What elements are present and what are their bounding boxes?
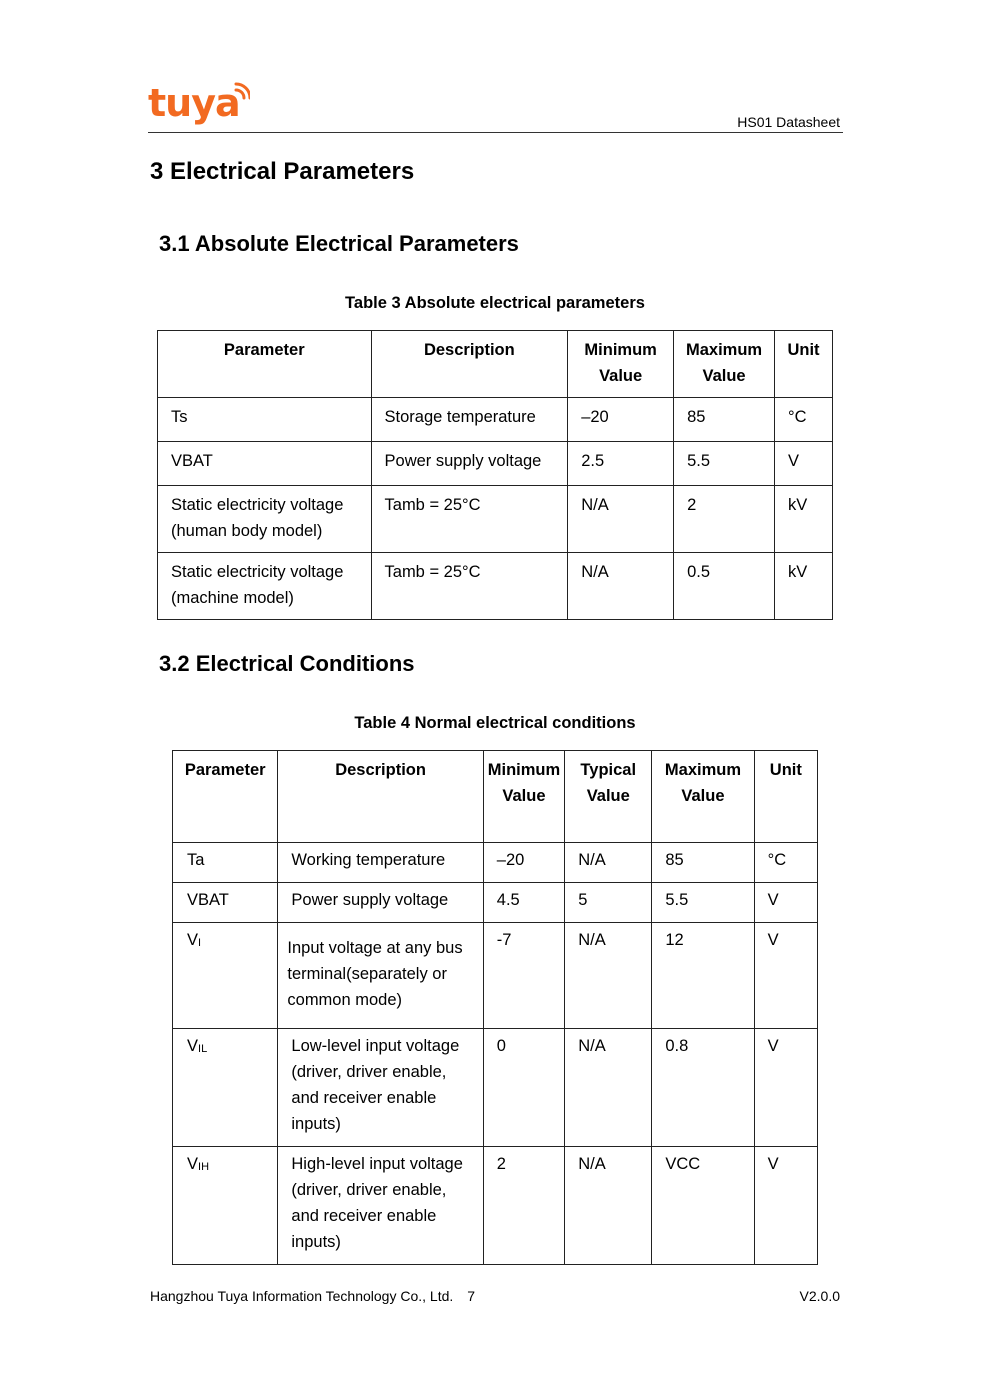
table-cell: 0.5 xyxy=(674,553,775,620)
table-cell: V xyxy=(754,883,817,923)
table-cell-parameter xyxy=(173,1147,278,1265)
parameter-subscript: IL xyxy=(198,1043,208,1055)
table-cell: 5 xyxy=(565,883,652,923)
table-cell-parameter xyxy=(173,923,278,1029)
table-cell: N/A xyxy=(565,1029,652,1147)
table-row xyxy=(173,1029,818,1147)
table-row xyxy=(158,553,833,620)
tuya-logo xyxy=(148,80,250,135)
page-number: 7 xyxy=(467,1288,476,1304)
table-cell: kV xyxy=(775,486,833,553)
table-cell: N/A xyxy=(568,553,674,620)
table-cell: °C xyxy=(754,843,817,883)
table-cell: 85 xyxy=(674,398,775,442)
table-cell: Low-level input voltage (driver, driver enable, and receiver enable inputs) xyxy=(278,1029,483,1147)
column-header: Description xyxy=(278,751,483,843)
table-cell-parameter xyxy=(173,1029,278,1147)
column-header: Parameter xyxy=(173,751,278,843)
table-row xyxy=(158,442,833,486)
table-cell: 2.5 xyxy=(568,442,674,486)
table-cell: V xyxy=(754,923,817,1029)
table-row xyxy=(158,486,833,553)
table-cell: V xyxy=(754,1147,817,1265)
column-header: Unit xyxy=(775,331,833,398)
table-header-row xyxy=(173,751,818,843)
table-cell: Working temperature xyxy=(278,843,483,883)
table-cell: 5.5 xyxy=(652,883,754,923)
electrical-conditions-table xyxy=(172,750,818,1265)
parameter-subscript: IH xyxy=(198,1161,210,1173)
table4-caption: Table 4 Normal electrical conditions xyxy=(354,714,636,732)
table-row xyxy=(173,1147,818,1265)
table-row xyxy=(173,923,818,1029)
column-header: Minimum Value xyxy=(483,751,564,843)
table-cell: VBAT xyxy=(158,442,372,486)
subsection-title-conditions: 3.2 Electrical Conditions xyxy=(159,651,415,676)
table-cell: Input voltage at any bus terminal(separately or common mode) xyxy=(278,923,483,1029)
table-cell: N/A xyxy=(565,923,652,1029)
table-cell: 5.5 xyxy=(674,442,775,486)
parameter-symbol: V xyxy=(187,1037,199,1055)
column-header: Maximum Value xyxy=(652,751,754,843)
table-cell: Tamb = 25°C xyxy=(371,486,568,553)
document-title: HS01 Datasheet xyxy=(737,114,840,130)
parameter-subscript: I xyxy=(198,937,202,949)
table-cell: –20 xyxy=(568,398,674,442)
column-header: Unit xyxy=(754,751,817,843)
table-cell: Ts xyxy=(158,398,372,442)
table-cell-parameter xyxy=(173,843,278,883)
logo-wordmark: tuya xyxy=(148,81,240,125)
table-cell: 85 xyxy=(652,843,754,883)
table-cell: 12 xyxy=(652,923,754,1029)
table-cell: -7 xyxy=(483,923,564,1029)
table-cell: V xyxy=(754,1029,817,1147)
subsection-title-absolute: 3.1 Absolute Electrical Parameters xyxy=(159,231,519,256)
table-cell: 4.5 xyxy=(483,883,564,923)
table-cell: 2 xyxy=(674,486,775,553)
table-cell: High-level input voltage (driver, driver enable, and receiver enable inputs) xyxy=(278,1147,483,1265)
table-row xyxy=(173,843,818,883)
table-cell: Static electricity voltage (human body model) xyxy=(158,486,372,553)
footer-company xyxy=(150,1288,475,1304)
footer-company-name: Hangzhou Tuya Information Technology Co., Ltd. xyxy=(150,1288,454,1304)
table-row xyxy=(158,398,833,442)
parameter-symbol: V xyxy=(187,931,199,949)
tuya-logo-icon xyxy=(148,80,250,130)
table-cell-parameter xyxy=(173,883,278,923)
table-cell: N/A xyxy=(565,1147,652,1265)
table3-caption: Table 3 Absolute electrical parameters xyxy=(345,294,645,312)
column-header: Typical Value xyxy=(565,751,652,843)
parameter-symbol: VBAT xyxy=(187,891,229,909)
table-row xyxy=(173,883,818,923)
parameter-symbol: V xyxy=(187,1155,199,1173)
column-header: Minimum Value xyxy=(568,331,674,398)
table-cell: Tamb = 25°C xyxy=(371,553,568,620)
table-cell: Power supply voltage xyxy=(278,883,483,923)
table-cell: Static electricity voltage (machine model) xyxy=(158,553,372,620)
column-header: Parameter xyxy=(158,331,372,398)
table-cell: V xyxy=(775,442,833,486)
table-cell: Storage temperature xyxy=(371,398,568,442)
table-cell: °C xyxy=(775,398,833,442)
table-cell: kV xyxy=(775,553,833,620)
table-header-row xyxy=(158,331,833,398)
table-cell: 0 xyxy=(483,1029,564,1147)
column-header: Maximum Value xyxy=(674,331,775,398)
table-cell: N/A xyxy=(565,843,652,883)
column-header: Description xyxy=(371,331,568,398)
table-cell: Power supply voltage xyxy=(371,442,568,486)
absolute-parameters-table xyxy=(157,330,833,620)
table-cell: –20 xyxy=(483,843,564,883)
table-cell: 2 xyxy=(483,1147,564,1265)
header-divider xyxy=(148,132,843,133)
table-cell: N/A xyxy=(568,486,674,553)
footer-version: V2.0.0 xyxy=(799,1288,840,1304)
table-cell: 0.8 xyxy=(652,1029,754,1147)
section-title: 3 Electrical Parameters xyxy=(150,158,415,185)
table-cell: VCC xyxy=(652,1147,754,1265)
parameter-symbol: Ta xyxy=(187,851,205,869)
